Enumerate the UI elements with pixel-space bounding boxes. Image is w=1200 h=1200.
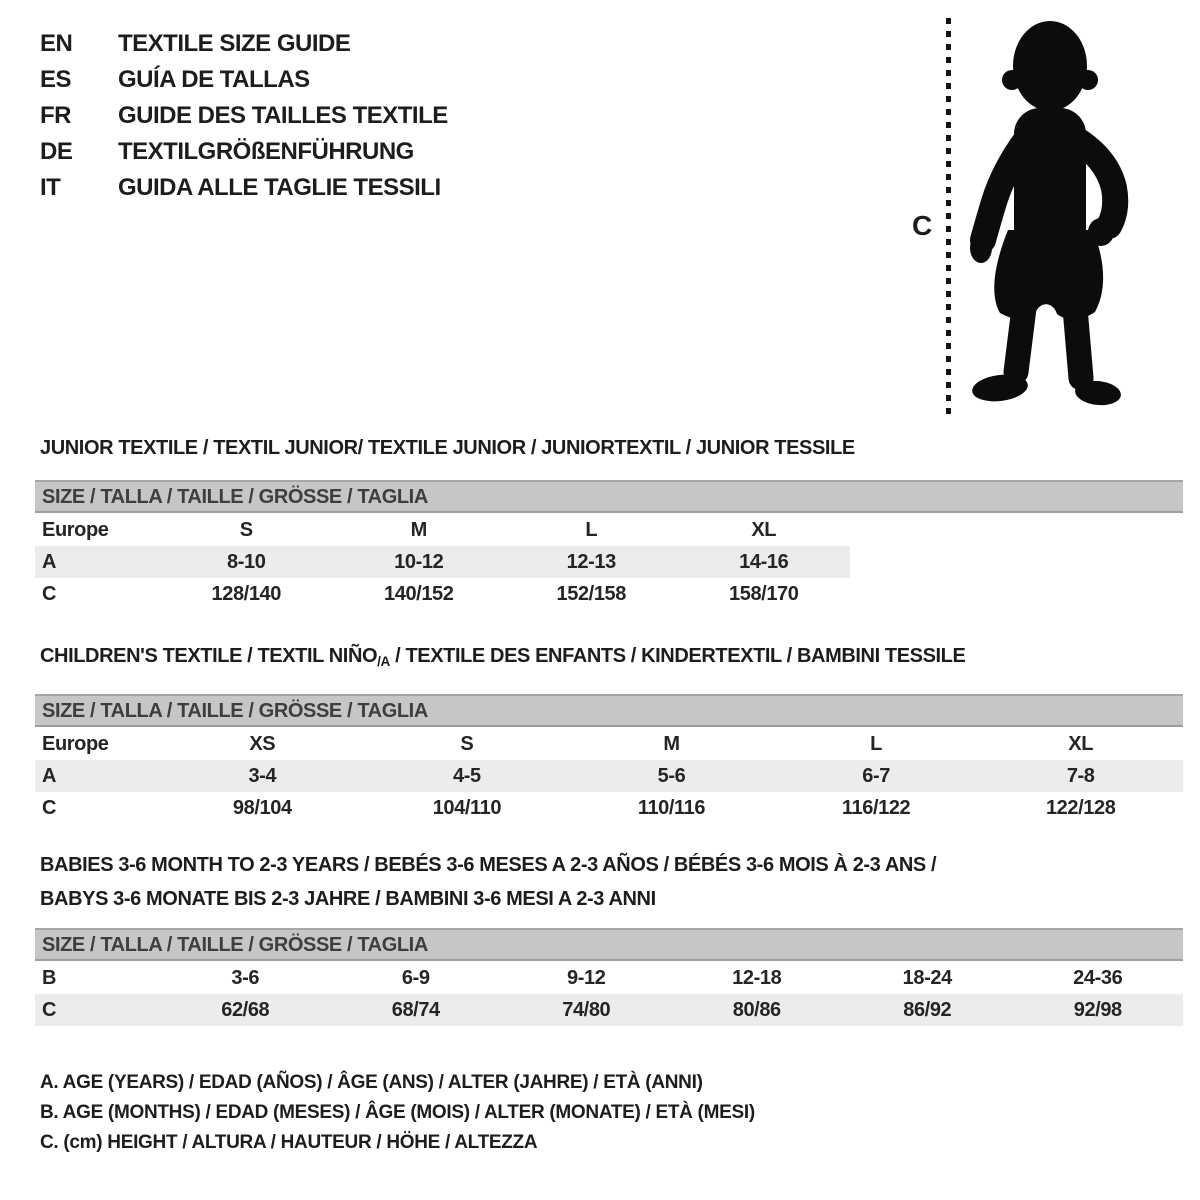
row-label: Europe bbox=[42, 518, 109, 541]
section-babies-textile bbox=[35, 848, 1183, 1026]
table-cell: 3-4 bbox=[160, 760, 365, 792]
lang-code: ES bbox=[40, 66, 72, 93]
table-cell: XS bbox=[249, 732, 276, 755]
lang-title: GUÍA DE TALLAS bbox=[118, 66, 310, 93]
babies-section-heading-line2: BABYS 3-6 MONATE BIS 2-3 JAHRE / BAMBINI 3-6 MESI A 2-3 ANNI bbox=[40, 888, 656, 910]
junior-size-table bbox=[35, 514, 850, 610]
toddler-silhouette-icon bbox=[962, 20, 1134, 415]
table-cell: 5-6 bbox=[569, 760, 774, 792]
row-label: C bbox=[42, 582, 57, 605]
table-cell: M bbox=[663, 732, 680, 755]
table-cell: 7-8 bbox=[978, 760, 1183, 792]
table-cell: 152/158 bbox=[556, 582, 626, 605]
legend-footnotes bbox=[40, 1068, 755, 1158]
table-cell: 6-7 bbox=[774, 760, 979, 792]
table-cell: 68/74 bbox=[331, 994, 502, 1026]
babies-section-heading-line1: BABIES 3-6 MONTH TO 2-3 YEARS / BEBÉS 3-6 MESES A 2-3 AÑOS / BÉBÉS 3-6 MOIS À 2-3 ANS / bbox=[40, 854, 937, 876]
children-heading-subscript: /A bbox=[377, 654, 390, 669]
table-cell: 92/98 bbox=[1013, 994, 1184, 1026]
children-section-heading bbox=[35, 644, 1183, 674]
children-heading-prefix: CHILDREN'S TEXTILE / TEXTIL NIÑO bbox=[40, 645, 378, 667]
section-junior-textile bbox=[35, 436, 1183, 610]
children-size-table bbox=[35, 728, 1183, 824]
table-cell: 80/86 bbox=[672, 994, 843, 1026]
lang-code: DE bbox=[40, 138, 73, 165]
table-cell: 24-36 bbox=[1073, 966, 1123, 989]
footnote-age-months: B. AGE (MONTHS) / EDAD (MESES) / ÂGE (MOIS) / ALTER (MONATE) / ETÀ (MESI) bbox=[40, 1102, 755, 1123]
table-cell: XL bbox=[1068, 732, 1094, 755]
lang-code: FR bbox=[40, 102, 71, 129]
table-cell: 14-16 bbox=[678, 546, 851, 578]
row-label: A bbox=[35, 546, 160, 578]
footnote-height-cm: C. (cm) HEIGHT / ALTURA / HAUTEUR / HÖHE / ALTEZZA bbox=[40, 1132, 538, 1153]
table-cell: 122/128 bbox=[1045, 796, 1116, 819]
row-label: C bbox=[35, 994, 160, 1026]
table-cell: 8-10 bbox=[160, 546, 333, 578]
title-row-en bbox=[40, 26, 448, 62]
height-measure-label: C bbox=[912, 210, 933, 241]
babies-size-table bbox=[35, 962, 1183, 1026]
lang-code: IT bbox=[40, 174, 61, 201]
size-header-bar: SIZE / TALLA / TAILLE / GRÖSSE / TAGLIA bbox=[35, 928, 1183, 961]
footnote-age-years: A. AGE (YEARS) / EDAD (AÑOS) / ÂGE (ANS) / ALTER (JAHRE) / ETÀ (ANNI) bbox=[40, 1072, 703, 1093]
table-cell: 104/110 bbox=[432, 796, 502, 819]
section-children-textile bbox=[35, 644, 1183, 824]
lang-title: TEXTILGRÖßENFÜHRUNG bbox=[118, 138, 414, 165]
table-cell: XL bbox=[751, 518, 777, 541]
title-block bbox=[40, 26, 448, 206]
table-cell: 6-9 bbox=[401, 966, 430, 989]
table-cell: 62/68 bbox=[160, 994, 331, 1026]
table-cell: 12-18 bbox=[732, 966, 782, 989]
junior-section-heading: JUNIOR TEXTILE / TEXTIL JUNIOR/ TEXTILE JUNIOR / JUNIORTEXTIL / JUNIOR TESSILE bbox=[40, 437, 855, 459]
height-dashed-line-icon bbox=[945, 18, 952, 418]
table-cell: 9-12 bbox=[567, 966, 606, 989]
table-cell: 3-6 bbox=[231, 966, 260, 989]
title-row-es bbox=[40, 62, 448, 98]
lang-title: TEXTILE SIZE GUIDE bbox=[118, 30, 351, 57]
row-label: A bbox=[35, 760, 160, 792]
table-cell: 74/80 bbox=[501, 994, 672, 1026]
lang-title: GUIDE DES TAILLES TEXTILE bbox=[118, 102, 448, 129]
table-cell: 140/152 bbox=[384, 582, 454, 605]
table-row bbox=[35, 760, 1183, 792]
table-cell: 116/122 bbox=[841, 796, 911, 819]
table-row bbox=[35, 578, 850, 610]
table-row bbox=[35, 792, 1183, 824]
table-cell: 158/170 bbox=[729, 582, 799, 605]
title-row-fr bbox=[40, 98, 448, 134]
row-label: Europe bbox=[42, 732, 109, 755]
table-cell: S bbox=[239, 518, 253, 541]
table-row bbox=[35, 546, 850, 578]
table-cell: 86/92 bbox=[842, 994, 1013, 1026]
table-cell: L bbox=[870, 732, 882, 755]
table-cell: 18-24 bbox=[902, 966, 952, 989]
table-cell: 128/140 bbox=[211, 582, 281, 605]
table-cell: 110/116 bbox=[637, 796, 706, 819]
row-label: B bbox=[42, 966, 57, 989]
table-row bbox=[35, 728, 1183, 760]
table-cell: 4-5 bbox=[365, 760, 570, 792]
table-row bbox=[35, 994, 1183, 1026]
table-cell: 12-13 bbox=[505, 546, 678, 578]
table-row bbox=[35, 514, 850, 546]
title-row-it bbox=[40, 170, 448, 206]
lang-code: EN bbox=[40, 30, 73, 57]
size-header-bar: SIZE / TALLA / TAILLE / GRÖSSE / TAGLIA bbox=[35, 694, 1183, 727]
row-label: C bbox=[42, 796, 57, 819]
table-cell: S bbox=[460, 732, 474, 755]
title-row-de bbox=[40, 134, 448, 170]
size-header-bar: SIZE / TALLA / TAILLE / GRÖSSE / TAGLIA bbox=[35, 480, 1183, 513]
table-cell: L bbox=[585, 518, 598, 541]
table-cell: M bbox=[410, 518, 427, 541]
table-cell: 10-12 bbox=[333, 546, 506, 578]
children-heading-suffix: / TEXTILE DES ENFANTS / KINDERTEXTIL / BAMBINI TESSILE bbox=[389, 645, 966, 667]
lang-title: GUIDA ALLE TAGLIE TESSILI bbox=[118, 174, 441, 201]
table-row bbox=[35, 962, 1183, 994]
table-cell: 98/104 bbox=[232, 796, 292, 819]
